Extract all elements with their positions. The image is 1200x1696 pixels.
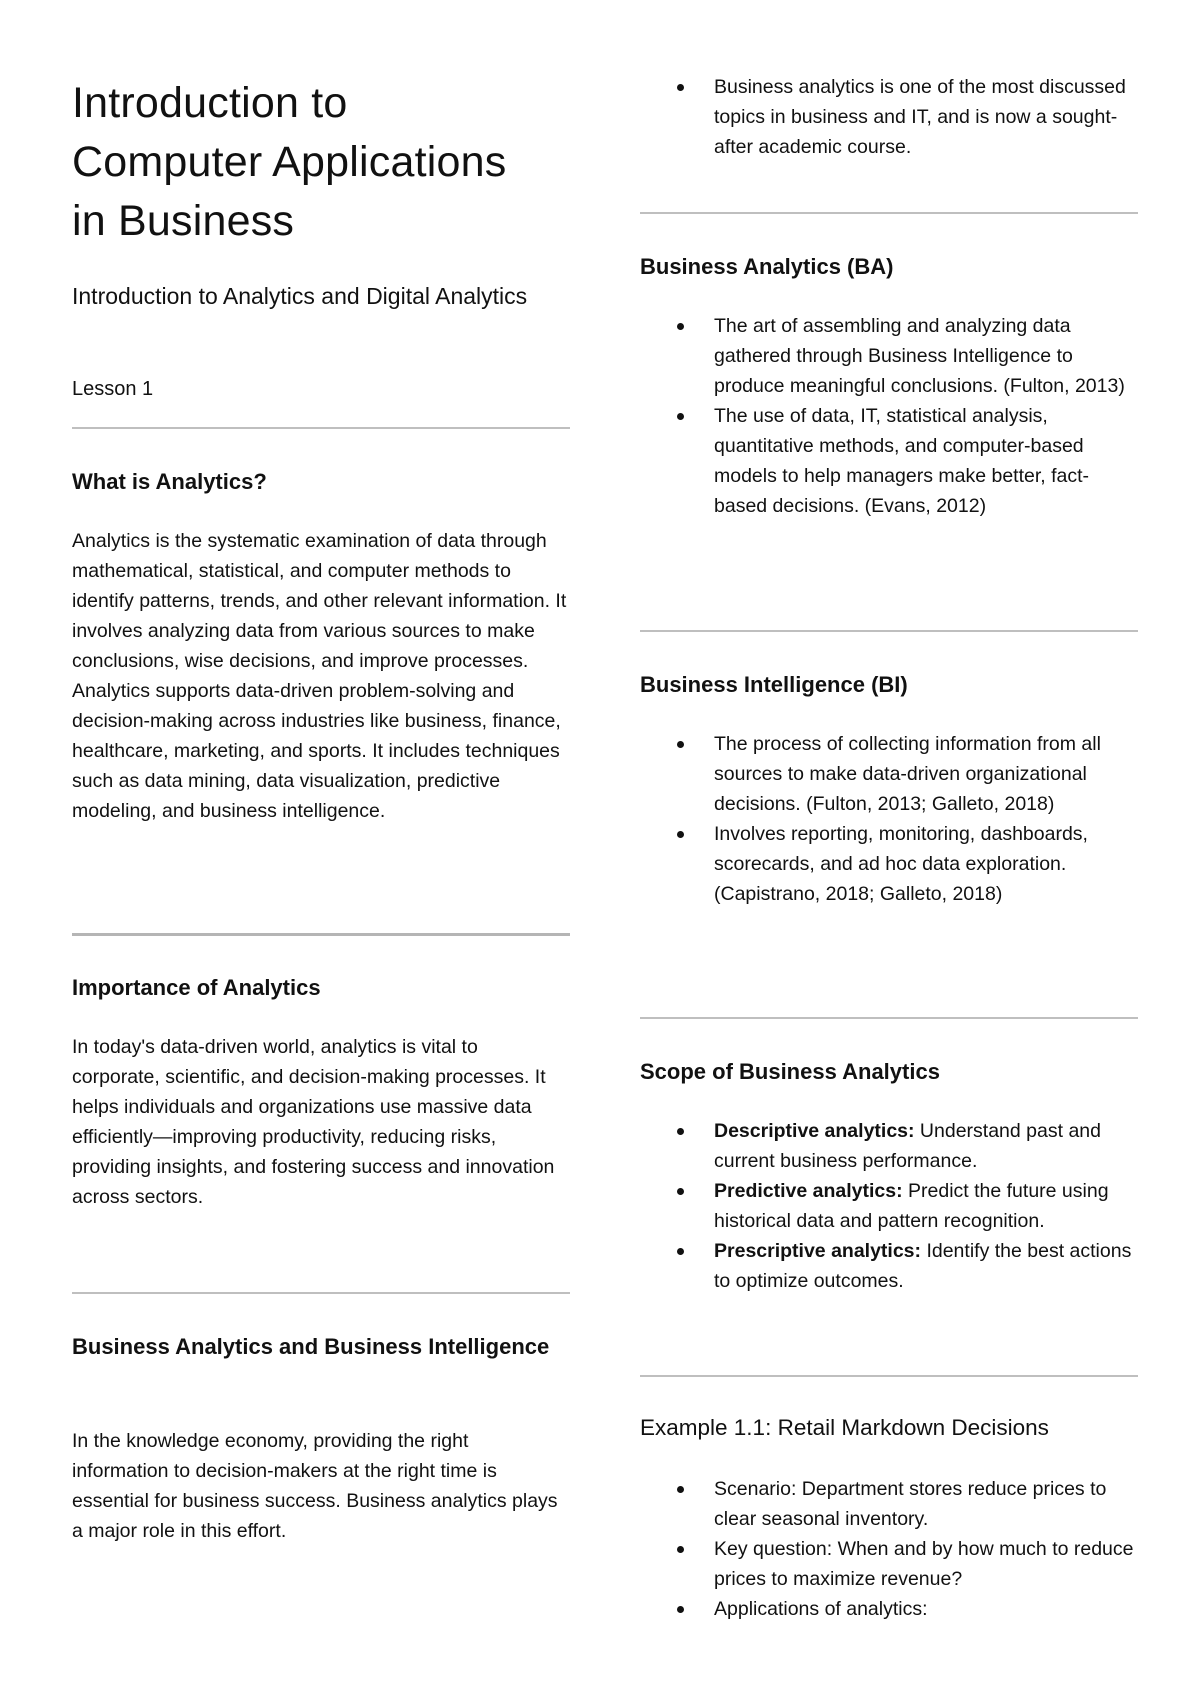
section-divider (72, 933, 570, 936)
bullet-icon (677, 741, 684, 748)
section-divider (640, 212, 1138, 214)
importance-body: In today's data-driven world, analytics is vital to corporate, scientific, and decision-making processes. It helps individuals and organizations use massive data efficiently—improving productivity, reducing risks, providing insights, and fostering success and innovation across sectors. (72, 1036, 555, 1208)
section-divider (640, 630, 1138, 632)
list-item-text: Key question: When and by how much to reduce prices to maximize revenue? (714, 1538, 1134, 1590)
bullet-icon (677, 1606, 684, 1613)
section-heading-ba-bi: Business Analytics and Business Intelligence (72, 1334, 550, 1359)
bullet-icon (677, 1128, 684, 1135)
bullet-icon (677, 84, 684, 91)
section-divider (640, 1375, 1138, 1377)
section-heading-business-intelligence: Business Intelligence (BI) (640, 672, 908, 697)
section-heading-scope: Scope of Business Analytics (640, 1059, 940, 1084)
list-item (640, 1594, 1140, 1624)
list-item (640, 729, 1140, 819)
list-item-text: The use of data, IT, statistical analysis, quantitative methods, and computer-based models to help managers make better, fact-based decisions. (Evans, 2012) (714, 405, 1090, 517)
section-divider (640, 1017, 1138, 1019)
list-item-text: Understand past and current business performance. (714, 1120, 1101, 1172)
bullet-icon (677, 831, 684, 838)
ba-bi-body: In the knowledge economy, providing the right information to decision-makers at the right time is essential for business success. Business analytics plays a major role in this effort. (72, 1430, 558, 1542)
bi-bullet-list (640, 729, 1140, 909)
bullet-icon (677, 1248, 684, 1255)
bullet-icon (677, 1546, 684, 1553)
list-item-text: Predict the future using historical data and pattern recognition. (714, 1180, 1109, 1232)
example-bullet-list (640, 1474, 1140, 1624)
list-item-text: Scenario: Department stores reduce prices to clear seasonal inventory. (714, 1478, 1107, 1530)
bullet-icon (677, 413, 684, 420)
list-item (640, 1474, 1140, 1534)
ba-bullet-list (640, 311, 1140, 521)
list-item (640, 1176, 1140, 1236)
what-is-analytics-body: Analytics is the systematic examination of data through mathematical, statistical, and computer methods to identify patterns, trends, and other relevant information. It involves analyzing data from various sources to make conclusions, wise decisions, and improve processes. Analytics supports data-driven problem-solving and decision-making across industries like business, finance, healthcare, marketing, and sports. It includes techniques such as data mining, data visualization, predictive modeling, and business intelligence. (72, 530, 567, 822)
document-subtitle: Introduction to Analytics and Digital Analytics (72, 283, 528, 309)
document-title (72, 74, 506, 251)
title-line-2: Computer Applications (72, 138, 507, 186)
list-item-text: Applications of analytics: (714, 1598, 928, 1620)
list-item (640, 72, 1140, 162)
example-heading: Example 1.1: Retail Markdown Decisions (640, 1415, 1049, 1440)
title-line-1: Introduction to (72, 79, 348, 127)
list-item-text: The art of assembling and analyzing data gathered through Business Intelligence to produce meaningful conclusions. (Fulton, 2013) (714, 315, 1125, 397)
lesson-label: Lesson 1 (72, 378, 154, 400)
section-heading-what-is-analytics: What is Analytics? (72, 469, 267, 494)
section-heading-business-analytics: Business Analytics (BA) (640, 254, 894, 279)
list-item-term: Predictive analytics: (714, 1180, 903, 1202)
scope-bullet-list (640, 1116, 1140, 1296)
list-item-text: Involves reporting, monitoring, dashboards, scorecards, and ad hoc data exploration. (Capistrano, 2018; Galleto, 2018) (714, 823, 1088, 905)
bullet-icon (677, 1188, 684, 1195)
ba-bi-bullet-list (640, 72, 1140, 162)
section-divider (72, 1292, 570, 1294)
list-item-text: Business analytics is one of the most discussed topics in business and IT, and is now a sought-after academic course. (714, 76, 1126, 158)
list-item (640, 1116, 1140, 1176)
bullet-icon (677, 1486, 684, 1493)
list-item (640, 401, 1140, 521)
list-item-term: Prescriptive analytics: (714, 1240, 922, 1262)
list-item (640, 819, 1140, 909)
list-item (640, 1534, 1140, 1594)
list-item (640, 1236, 1140, 1296)
list-item-text: The process of collecting information from all sources to make data-driven organizational decisions. (Fulton, 2013; Galleto, 2018) (714, 733, 1101, 815)
section-divider (72, 427, 570, 429)
list-item-text: Identify the best actions to optimize outcomes. (714, 1240, 1132, 1292)
list-item-term: Descriptive analytics: (714, 1120, 915, 1142)
list-item (640, 311, 1140, 401)
title-line-3: in Business (72, 197, 295, 245)
bullet-icon (677, 323, 684, 330)
section-heading-importance: Importance of Analytics (72, 975, 321, 1000)
